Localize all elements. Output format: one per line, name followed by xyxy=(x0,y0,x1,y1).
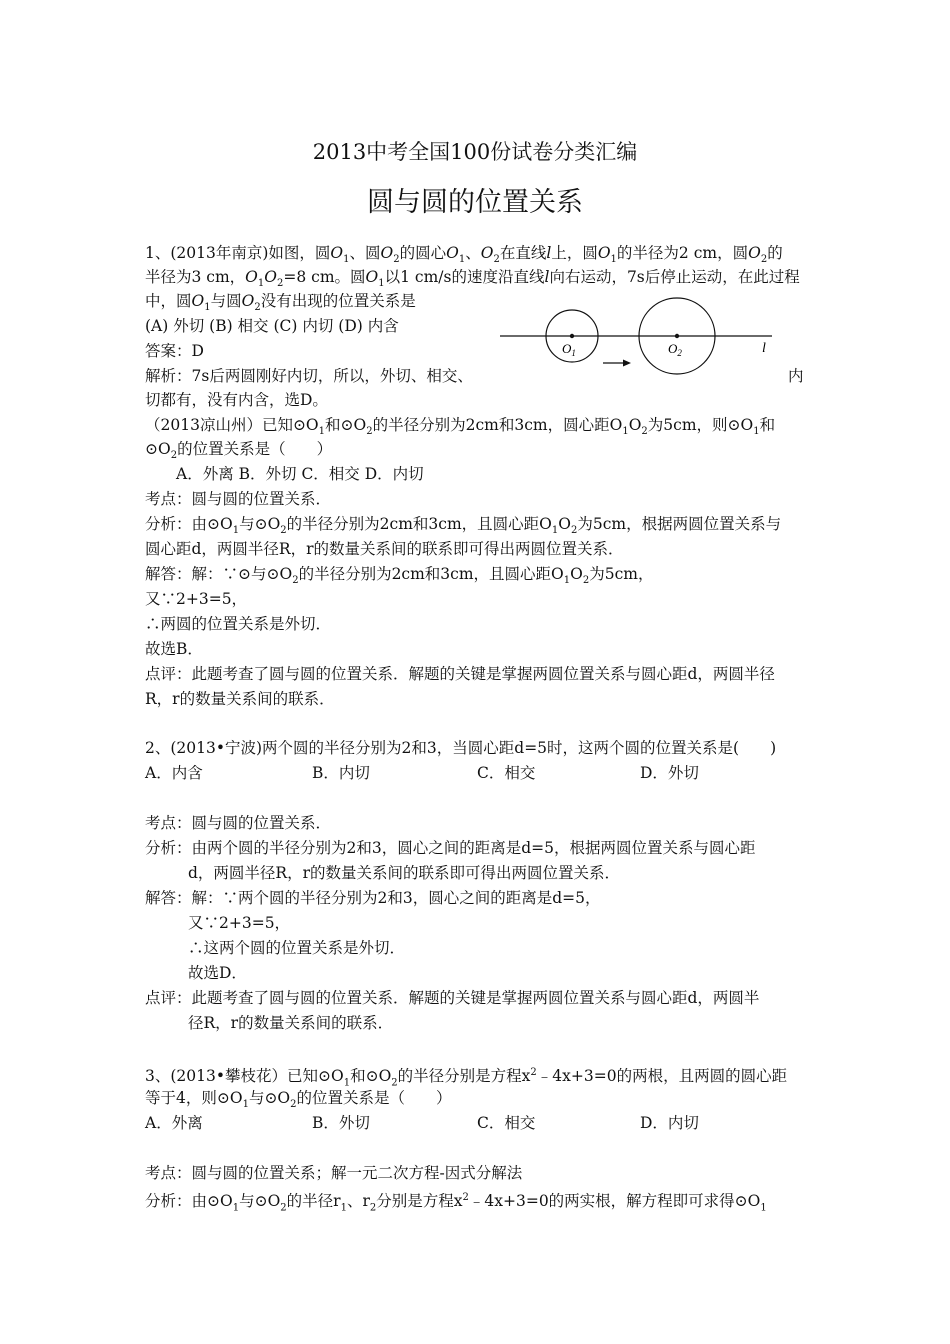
q3-line-1: 3、(2013•攀枝花）已知$⊙O_1$和$⊙O_2$的半径分别是方程$x^2﹣4x+3=0$的两根，且两圆的圆心距 xyxy=(145,1067,788,1089)
q2-fenxi-2: d，两圆半径R，r的数量关系间的联系即可得出两圆位置关系． xyxy=(188,864,621,882)
circles-figure xyxy=(500,296,780,386)
q3-option-a: A．外离 xyxy=(145,1114,203,1132)
q2-option-b: B．内切 xyxy=(312,764,370,782)
q2-line-1: 2、(2013•宁波)两个圆的半径分别为2和3，当圆心距d=5时，这两个圆的位置关系是( ) xyxy=(145,739,777,757)
q2-dianping-2: 径R，r的数量关系间的联系． xyxy=(188,1014,394,1032)
q2-fenxi-1: 分析：由两个圆的半径分别为2和3，圆心之间的距离是d=5，根据两圆位置关系与圆心距 xyxy=(145,839,756,857)
q1-line-1: 1、(2013年南京)如图，圆$O_1$、圆$O_2$的圆心$O_1$、$O_2$在直线l上，圆$O_1$的半径为2 cm，圆$O_2$的 xyxy=(145,244,783,266)
center-o2 xyxy=(675,334,679,338)
ls-line-1: （2013凉山州）已知$⊙O_1$和$⊙O_2$的半径分别为2cm和3cm，圆心距$O_1O_2$为5cm，则$⊙O_1$和 xyxy=(145,416,776,438)
q2-jieda-2: 又∵2+3=5， xyxy=(188,914,291,932)
q2-kaodian: 考点：圆与圆的位置关系． xyxy=(145,814,332,832)
ls-line-2: $⊙O_2$的位置关系是（ ） xyxy=(145,440,333,462)
q3-kaodian: 考点：圆与圆的位置关系；解一元二次方程-因式分解法 xyxy=(145,1164,523,1182)
q1-answer: 答案：D xyxy=(145,342,204,360)
q2-jieda-1: 解答：解：∵两个圆的半径分别为2和3，圆心之间的距离是d=5， xyxy=(145,889,601,907)
ls-dianping-2: R，r的数量关系间的联系． xyxy=(145,690,335,708)
q3-line-2: 等于4，则$⊙O_1$与$⊙O_2$的位置关系是（ ） xyxy=(145,1089,452,1111)
label-o1: $O_1$ xyxy=(562,341,576,358)
ls-kaodian: 考点：圆与圆的位置关系． xyxy=(145,490,332,508)
q1-line-2: 半径为3 cm，$O_1O_2=8$ cm。圆$O_1$以1 cm/s的速度沿直线l向右运动，7s后停止运动，在此过程 xyxy=(145,268,800,290)
q3-option-d: D．内切 xyxy=(640,1114,699,1132)
q2-option-a: A．内含 xyxy=(145,764,203,782)
q3-option-c: C．相交 xyxy=(477,1114,536,1132)
ls-jieda-3: ∴两圆的位置关系是外切． xyxy=(145,615,332,633)
label-o2: $O_2$ xyxy=(668,341,682,358)
q2-jieda-3: ∴这两个圆的位置关系是外切． xyxy=(188,939,406,957)
q2-dianping-1: 点评：此题考查了圆与圆的位置关系．解题的关键是掌握两圆位置关系与圆心距d，两圆半 xyxy=(145,989,760,1007)
ls-fenxi-2: 圆心距d，两圆半径R，r的数量关系间的联系即可得出两圆位置关系． xyxy=(145,540,624,558)
ls-dianping-1: 点评：此题考查了圆与圆的位置关系．解题的关键是掌握两圆位置关系与圆心距d，两圆半径 xyxy=(145,665,775,683)
ls-fenxi-1: 分析：由$⊙O_1$与$⊙O_2$的半径分别为2cm和3cm，且圆心距$O_1O_2$为5cm，根据两圆位置关系与 xyxy=(145,515,782,537)
q1-analysis-tail: 内 xyxy=(788,367,804,385)
document-subtitle: 圆与圆的位置关系 xyxy=(367,187,583,218)
q1-analysis: 解析：7s后两圆刚好内切，所以，外切、相交、 xyxy=(145,367,473,385)
q1-line-3: 中，圆$O_1$与圆$O_2$没有出现的位置关系是 xyxy=(145,292,416,314)
ls-jieda-2: 又∵2+3=5， xyxy=(145,590,248,608)
q3-option-b: B．外切 xyxy=(312,1114,370,1132)
ls-jieda-1: 解答：解：∵⊙与$⊙O_2$的半径分别为2cm和3cm，且圆心距$O_1O_2$为5cm， xyxy=(145,565,654,587)
ls-jieda-4: 故选B． xyxy=(145,640,203,658)
label-l: l xyxy=(762,341,766,356)
q3-fenxi-1: 分析：由$⊙O_1$与$⊙O_2$的半径$r_1$、$r_2$分别是方程$x^2﹣4x+3=0$的两实根，解方程即可求得$⊙O_1$ xyxy=(145,1192,767,1214)
q2-option-d: D．外切 xyxy=(640,764,699,782)
q1-options: (A) 外切 (B) 相交 (C) 内切 (D) 内含 xyxy=(145,317,399,335)
arrow-icon xyxy=(623,360,631,367)
center-o1 xyxy=(570,334,574,338)
q2-option-c: C．相交 xyxy=(477,764,536,782)
q1-analysis-cont: 切都有，没有内含，选D。 xyxy=(145,391,328,409)
ls-options: A．外离 B．外切 C．相交 D．内切 xyxy=(176,465,424,483)
document-title: 2013中考全国100份试卷分类汇编 xyxy=(312,140,638,164)
q2-jieda-4: 故选D． xyxy=(188,964,247,982)
